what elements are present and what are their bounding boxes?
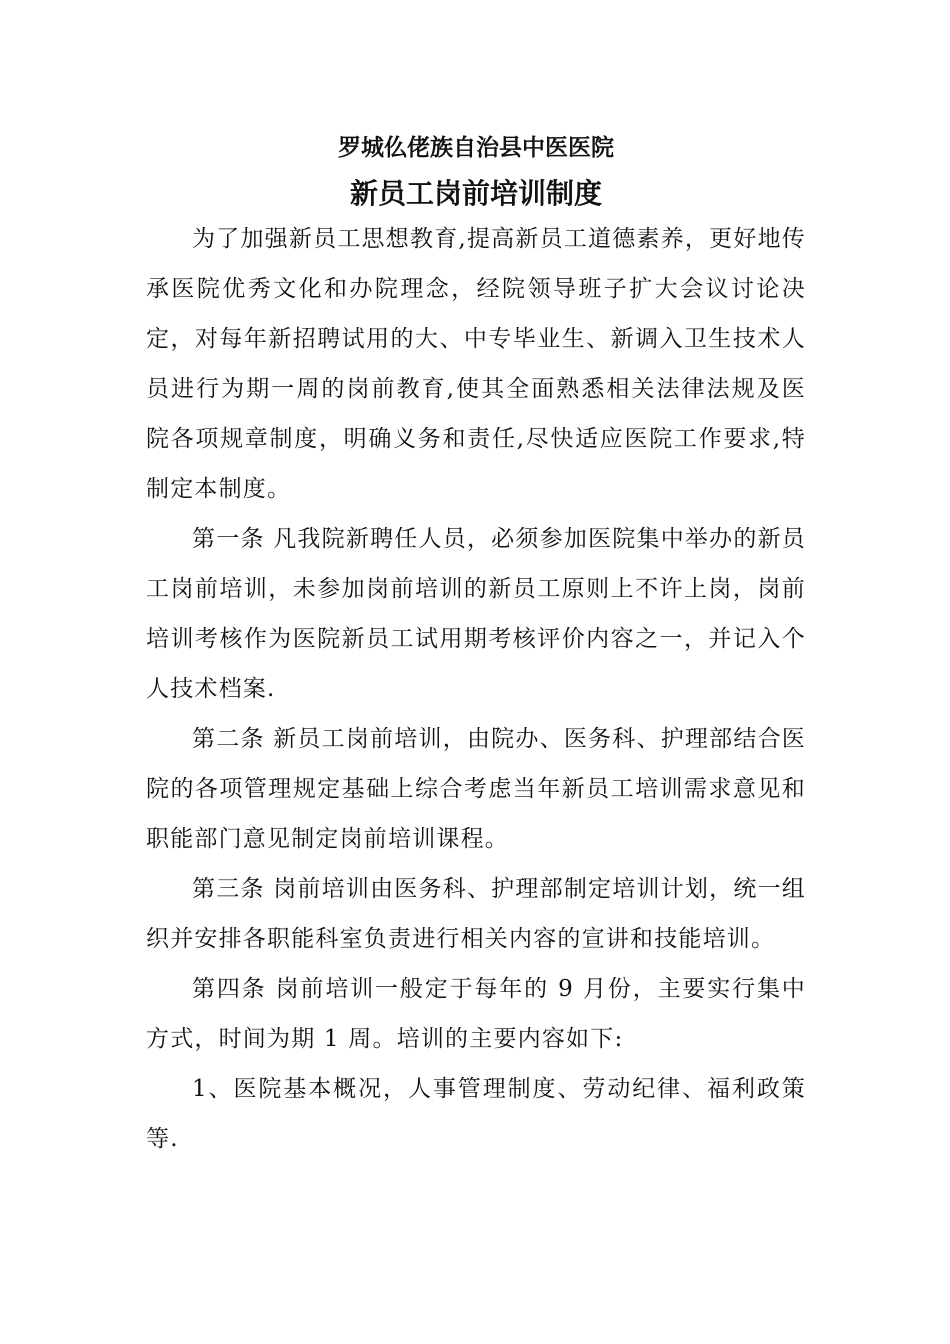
article-1-paragraph: 第一条 凡我院新聘任人员，必须参加医院集中举办的新员工岗前培训，未参加岗前培训的新员工原则上不许上岗，岗前培训考核作为医院新员工试用期考核评价内容之一，并记入个人技术档案. — [146, 526, 806, 702]
document-content — [146, 128, 806, 1164]
document-header — [146, 128, 806, 214]
article-4-paragraph: 第四条 岗前培训一般定于每年的 9 月份，主要实行集中方式，时间为期 1 周。培训的主要内容如下: — [146, 976, 806, 1052]
document-title: 新员工岗前培训制度 — [349, 177, 602, 210]
intro-paragraph: 为了加强新员工思想教育,提高新员工道德素养，更好地传承医院优秀文化和办院理念，经院领导班子扩大会议讨论决定，对每年新招聘试用的大、中专毕业生、新调入卫生技术人员进行为期一周的岗前教育,使其全面熟悉相关法律法规及医院各项规章制度，明确义务和责任,尽快适应医院工作要求,特制定本制度。 — [146, 226, 806, 502]
list-item-1-paragraph: 1、医院基本概况，人事管理制度、劳动纪律、福利政策等. — [146, 1076, 806, 1152]
document-body — [146, 214, 806, 1164]
organization-title: 罗城仫佬族自治县中医医院 — [338, 135, 614, 161]
article-2-paragraph: 第二条 新员工岗前培训，由院办、医务科、护理部结合医院的各项管理规定基础上综合考虑当年新员工培训需求意见和职能部门意见制定岗前培训课程。 — [146, 726, 806, 852]
article-3-paragraph: 第三条 岗前培训由医务科、护理部制定培训计划，统一组织并安排各职能科室负责进行相关内容的宣讲和技能培训。 — [146, 876, 806, 952]
